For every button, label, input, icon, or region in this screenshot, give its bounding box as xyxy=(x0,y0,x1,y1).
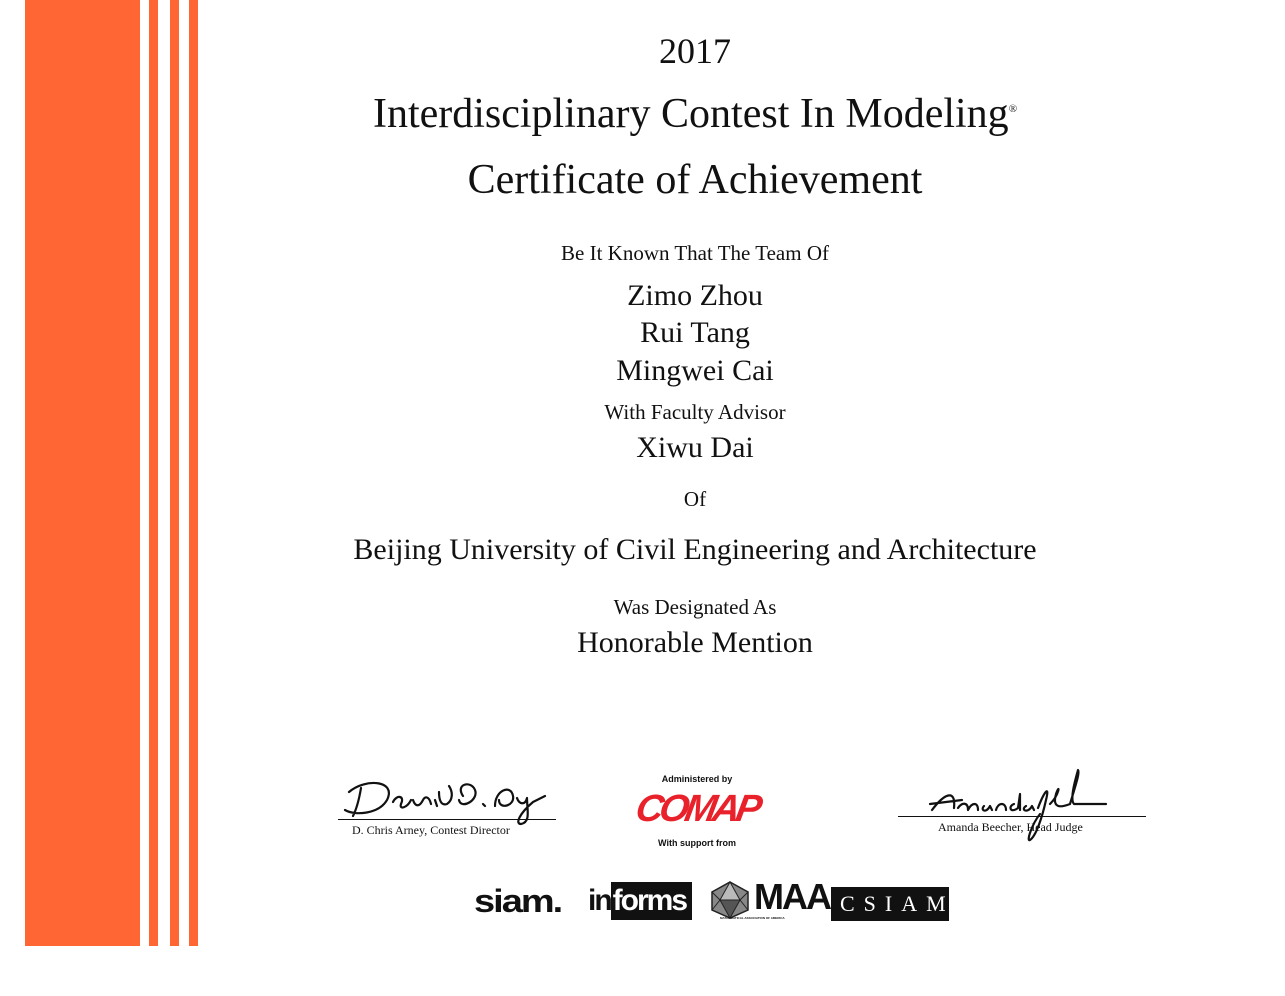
of-label: Of xyxy=(683,487,707,511)
director-caption: D. Chris Arney, Contest Director xyxy=(352,823,510,837)
registered-mark: ® xyxy=(1008,103,1018,115)
advisor-label: With Faculty Advisor xyxy=(604,400,786,424)
intro-text: Be It Known That The Team Of xyxy=(561,241,829,265)
advisor-name: Xiwu Dai xyxy=(636,431,754,464)
designation: Honorable Mention xyxy=(577,626,813,659)
maa-logo xyxy=(720,876,830,920)
team-member-1: Zimo Zhou xyxy=(627,279,763,312)
csiam-logo: CSIAM xyxy=(831,887,949,921)
head-judge-caption: Amanda Beecher, Head Judge xyxy=(938,820,1083,834)
maa-icosahedron-icon xyxy=(708,880,752,920)
institution-name: Beijing University of Civil Engineering and Architecture xyxy=(353,533,1037,566)
informs-logo-forms: forms xyxy=(611,882,692,920)
informs-logo xyxy=(588,882,692,920)
certificate-title: Certificate of Achievement xyxy=(467,157,923,203)
head-judge-signature-line xyxy=(898,816,1146,817)
left-stripe-wide xyxy=(25,0,140,946)
left-stripe-thin-3 xyxy=(189,0,198,946)
contest-name xyxy=(200,90,1190,138)
administered-by-text: Administered by xyxy=(661,774,733,784)
director-signature xyxy=(335,770,555,830)
director-signature-line xyxy=(338,819,556,820)
comap-block xyxy=(632,774,762,848)
designation-label: Was Designated As xyxy=(613,595,777,619)
comap-logo: COMAP xyxy=(632,788,762,830)
left-stripe-thin-2 xyxy=(170,0,179,946)
maa-logo-text: MAA xyxy=(754,876,830,917)
team-member-3: Mingwei Cai xyxy=(616,354,774,387)
siam-logo: siam. xyxy=(474,884,562,920)
year: 2017 xyxy=(659,31,731,71)
maa-tagline: MATHEMATICAL ASSOCIATION OF AMERICA xyxy=(720,916,785,920)
support-text: With support from xyxy=(658,838,736,848)
team-member-2: Rui Tang xyxy=(640,316,750,349)
left-stripe-thin-1 xyxy=(149,0,158,946)
contest-name-text: Interdisciplinary Contest In Modeling xyxy=(372,91,1009,137)
informs-logo-in: in xyxy=(588,884,611,917)
